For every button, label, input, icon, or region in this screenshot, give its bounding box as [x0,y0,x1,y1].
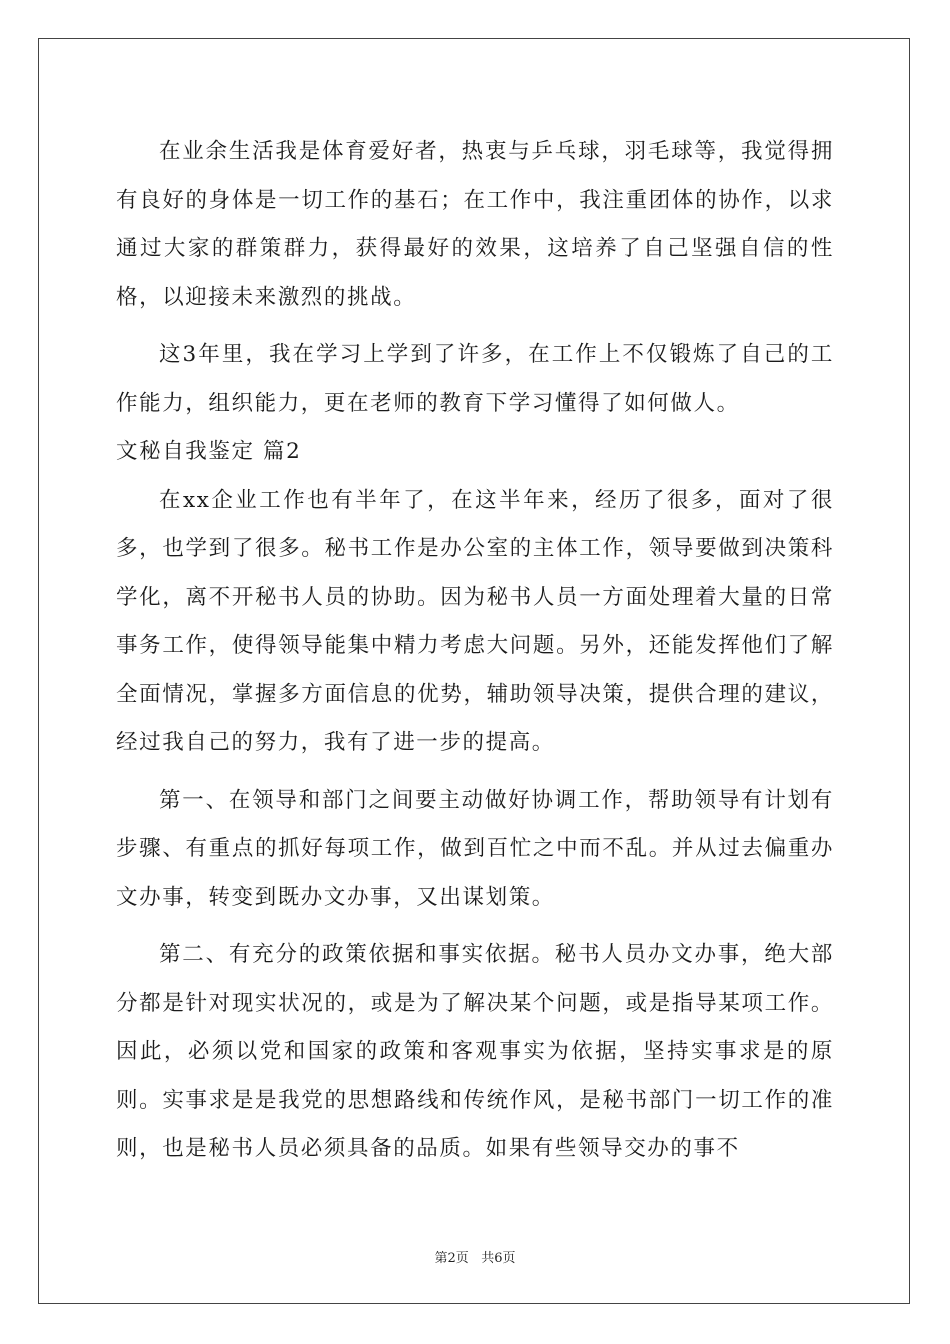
paragraph-leisure: 在业余生活我是体育爱好者，热衷与乒乓球，羽毛球等，我觉得拥有良好的身体是一切工作的基石；在工作中，我注重团体的协作，以求通过大家的群策群力，获得最好的效果，这培养了自己坚强自信的性格，以迎接未来激烈的挑战。 [116,139,834,310]
section-title: 文秘自我鉴定 篇2 [116,439,302,464]
paragraph-gap [116,922,834,931]
paragraph-second-point: 第二、有充分的政策依据和事实依据。秘书人员办文办事，绝大部分都是针对现实状况的，或是为了解决某个问题，或是指导某项工作。因此，必须以党和国家的政策和客观事实为依据，坚持实事求是的原则。实事求是是我党的思想路线和传统作风，是秘书部门一切工作的准则，也是秘书人员必须具备的品质。如果有些领导交办的事不 [116,942,834,1161]
page-number: 第2页 [434,1251,469,1266]
page-footer [0,1247,950,1266]
paragraph-xx-company: 在xx企业工作也有半年了，在这半年来，经历了很多，面对了很多，也学到了很多。秘书工作是办公室的主体工作，领导要做到决策科学化，离不开秘书人员的协助。因为秘书人员一方面处理着大量的日常事务工作，使得领导能集中精力考虑大问题。另外，还能发挥他们了解全面情况，掌握多方面信息的优势，辅助领导决策，提供合理的建议，经过我自己的努力，我有了进一步的提高。 [116,487,834,755]
page-total: 共6页 [481,1251,516,1266]
paragraph-gap [116,322,834,331]
document-body [116,128,834,1174]
paragraph-first-point: 第一、在领导和部门之间要主动做好协调工作，帮助领导有计划有步骤、有重点的抓好每项工作，做到百忙之中而不乱。并从过去偏重办文办事，转变到既办文办事，又出谋划策。 [116,787,834,910]
paragraph-three-years: 这3年里，我在学习上学到了许多，在工作上不仅锻炼了自己的工作能力，组织能力，更在老师的教育下学习懂得了如何做人。 [116,342,834,416]
paragraph-gap [116,768,834,777]
